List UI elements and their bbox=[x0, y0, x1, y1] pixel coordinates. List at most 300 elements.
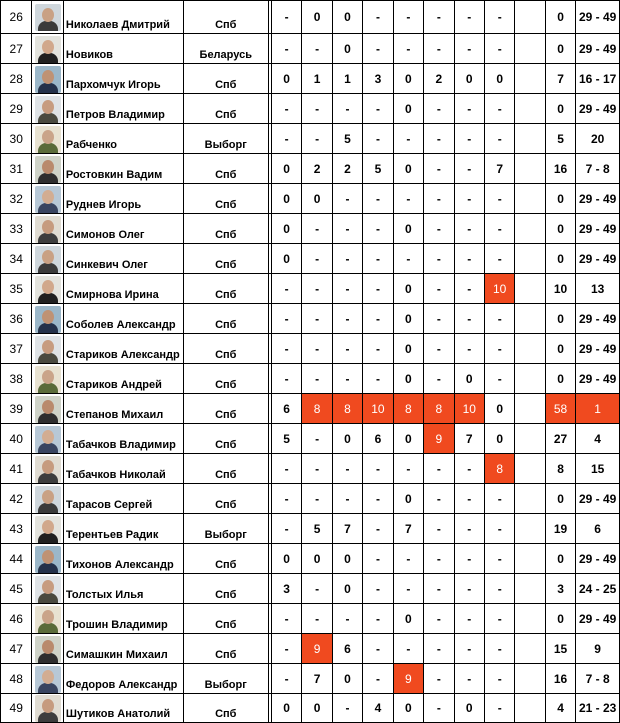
score-cell: 5 bbox=[302, 514, 332, 544]
participant-name: Стариков Александр bbox=[63, 334, 183, 364]
score-cell: - bbox=[271, 454, 301, 484]
score-cell: - bbox=[271, 94, 301, 124]
avatar-photo bbox=[35, 156, 61, 183]
score-cell: - bbox=[424, 124, 454, 154]
spacer-cell bbox=[515, 454, 545, 484]
score-cell: - bbox=[424, 154, 454, 184]
score-cell: - bbox=[332, 94, 362, 124]
score-cell: - bbox=[271, 124, 301, 154]
score-cell: 9 bbox=[424, 424, 454, 454]
avatar bbox=[32, 574, 63, 604]
score-cell: 0 bbox=[393, 484, 423, 514]
participant-city: Спб bbox=[183, 424, 268, 454]
score-cell: - bbox=[454, 124, 484, 154]
place: 29 - 49 bbox=[576, 184, 620, 214]
place: 24 - 25 bbox=[576, 574, 620, 604]
participant-city: Выборг bbox=[183, 664, 268, 694]
participant-city: Спб bbox=[183, 304, 268, 334]
participant-city: Спб bbox=[183, 364, 268, 394]
score-cell: 0 bbox=[454, 364, 484, 394]
total-score: 3 bbox=[545, 574, 575, 604]
score-cell: - bbox=[454, 274, 484, 304]
total-score: 58 bbox=[545, 394, 575, 424]
score-cell: - bbox=[484, 34, 514, 64]
place: 29 - 49 bbox=[576, 244, 620, 274]
place: 29 - 49 bbox=[576, 544, 620, 574]
avatar-photo bbox=[35, 276, 61, 303]
participant-name: Смирнова Ирина bbox=[63, 274, 183, 304]
score-cell: 8 bbox=[484, 454, 514, 484]
score-cell: - bbox=[454, 484, 484, 514]
score-cell: - bbox=[424, 604, 454, 634]
spacer-cell bbox=[515, 394, 545, 424]
score-cell: - bbox=[393, 34, 423, 64]
place: 7 - 8 bbox=[576, 664, 620, 694]
participant-city: Спб bbox=[183, 484, 268, 514]
score-cell: 8 bbox=[302, 394, 332, 424]
score-cell: - bbox=[271, 634, 301, 664]
score-cell: 0 bbox=[454, 694, 484, 723]
participant-name: Федоров Александр bbox=[63, 664, 183, 694]
score-cell: 0 bbox=[271, 214, 301, 244]
participant-city: Спб bbox=[183, 1, 268, 34]
place: 9 bbox=[576, 634, 620, 664]
results-body bbox=[1, 1, 620, 723]
avatar bbox=[32, 544, 63, 574]
spacer-cell bbox=[515, 274, 545, 304]
place: 13 bbox=[576, 274, 620, 304]
score-cell: - bbox=[332, 484, 362, 514]
total-score: 0 bbox=[545, 244, 575, 274]
table-row bbox=[1, 244, 620, 274]
row-number: 41 bbox=[1, 454, 32, 484]
score-cell: 0 bbox=[302, 1, 332, 34]
avatar bbox=[32, 34, 63, 64]
score-cell: 0 bbox=[393, 424, 423, 454]
participant-city: Спб bbox=[183, 94, 268, 124]
score-cell: - bbox=[363, 604, 393, 634]
avatar-photo bbox=[35, 546, 61, 573]
place: 20 bbox=[576, 124, 620, 154]
score-cell: 0 bbox=[484, 64, 514, 94]
score-cell: 0 bbox=[271, 244, 301, 274]
score-cell: 0 bbox=[332, 34, 362, 64]
score-cell: - bbox=[363, 184, 393, 214]
score-cell: 5 bbox=[271, 424, 301, 454]
participant-name: Табачков Владимир bbox=[63, 424, 183, 454]
score-cell: - bbox=[454, 514, 484, 544]
score-cell: 8 bbox=[424, 394, 454, 424]
score-cell: - bbox=[271, 34, 301, 64]
table-row bbox=[1, 454, 620, 484]
avatar bbox=[32, 664, 63, 694]
score-cell: - bbox=[454, 214, 484, 244]
avatar bbox=[32, 64, 63, 94]
table-row bbox=[1, 154, 620, 184]
row-number: 46 bbox=[1, 604, 32, 634]
avatar-photo bbox=[35, 516, 61, 543]
row-number: 43 bbox=[1, 514, 32, 544]
score-cell: - bbox=[424, 634, 454, 664]
score-cell: - bbox=[332, 214, 362, 244]
place: 29 - 49 bbox=[576, 604, 620, 634]
score-cell: - bbox=[271, 514, 301, 544]
score-cell: 0 bbox=[271, 544, 301, 574]
score-cell: - bbox=[454, 334, 484, 364]
score-cell: - bbox=[302, 424, 332, 454]
avatar-photo bbox=[35, 396, 61, 423]
avatar bbox=[32, 214, 63, 244]
avatar-photo bbox=[35, 66, 61, 93]
score-cell: - bbox=[393, 634, 423, 664]
participant-city: Спб bbox=[183, 604, 268, 634]
score-cell: 2 bbox=[424, 64, 454, 94]
avatar-photo bbox=[35, 336, 61, 363]
score-cell: 0 bbox=[393, 214, 423, 244]
row-number: 45 bbox=[1, 574, 32, 604]
score-cell: 0 bbox=[484, 424, 514, 454]
total-score: 8 bbox=[545, 454, 575, 484]
table-row bbox=[1, 94, 620, 124]
score-cell: - bbox=[363, 274, 393, 304]
score-cell: 1 bbox=[302, 64, 332, 94]
score-cell: - bbox=[484, 664, 514, 694]
table-row bbox=[1, 634, 620, 664]
spacer-cell bbox=[515, 694, 545, 723]
score-cell: - bbox=[332, 604, 362, 634]
row-number: 44 bbox=[1, 544, 32, 574]
score-cell: - bbox=[271, 274, 301, 304]
total-score: 0 bbox=[545, 184, 575, 214]
score-cell: - bbox=[454, 454, 484, 484]
score-cell: 0 bbox=[393, 604, 423, 634]
row-number: 26 bbox=[1, 1, 32, 34]
avatar bbox=[32, 634, 63, 664]
score-cell: - bbox=[484, 184, 514, 214]
score-cell: - bbox=[271, 334, 301, 364]
avatar-photo bbox=[35, 576, 61, 603]
avatar bbox=[32, 514, 63, 544]
score-cell: - bbox=[302, 214, 332, 244]
score-cell: - bbox=[363, 304, 393, 334]
score-cell: - bbox=[454, 34, 484, 64]
score-cell: 7 bbox=[393, 514, 423, 544]
total-score: 0 bbox=[545, 214, 575, 244]
spacer-cell bbox=[515, 184, 545, 214]
total-score: 0 bbox=[545, 304, 575, 334]
participant-name: Рабченко bbox=[63, 124, 183, 154]
score-cell: - bbox=[302, 124, 332, 154]
participant-city: Спб bbox=[183, 154, 268, 184]
total-score: 4 bbox=[545, 694, 575, 723]
score-cell: - bbox=[271, 1, 301, 34]
participant-name: Степанов Михаил bbox=[63, 394, 183, 424]
score-cell: - bbox=[332, 244, 362, 274]
row-number: 30 bbox=[1, 124, 32, 154]
spacer-cell bbox=[515, 34, 545, 64]
participant-city: Спб bbox=[183, 334, 268, 364]
table-row bbox=[1, 664, 620, 694]
table-row bbox=[1, 214, 620, 244]
score-cell: - bbox=[484, 484, 514, 514]
spacer-cell bbox=[515, 604, 545, 634]
score-cell: - bbox=[454, 1, 484, 34]
total-score: 0 bbox=[545, 334, 575, 364]
score-cell: 0 bbox=[393, 334, 423, 364]
participant-name: Трошин Владимир bbox=[63, 604, 183, 634]
table-row bbox=[1, 364, 620, 394]
score-cell: - bbox=[302, 94, 332, 124]
score-cell: - bbox=[363, 634, 393, 664]
score-cell: 2 bbox=[302, 154, 332, 184]
avatar bbox=[32, 364, 63, 394]
score-cell: - bbox=[332, 334, 362, 364]
score-cell: - bbox=[424, 34, 454, 64]
place: 29 - 49 bbox=[576, 214, 620, 244]
score-cell: - bbox=[393, 454, 423, 484]
place: 29 - 49 bbox=[576, 304, 620, 334]
participant-name: Толстых Илья bbox=[63, 574, 183, 604]
participant-city: Спб bbox=[183, 454, 268, 484]
table-row bbox=[1, 484, 620, 514]
score-cell: 0 bbox=[393, 64, 423, 94]
score-cell: - bbox=[484, 514, 514, 544]
row-number: 32 bbox=[1, 184, 32, 214]
row-number: 48 bbox=[1, 664, 32, 694]
score-cell: - bbox=[302, 274, 332, 304]
table-row bbox=[1, 274, 620, 304]
row-number: 27 bbox=[1, 34, 32, 64]
score-cell: - bbox=[484, 544, 514, 574]
participant-city: Спб bbox=[183, 634, 268, 664]
score-cell: - bbox=[363, 334, 393, 364]
total-score: 0 bbox=[545, 364, 575, 394]
row-number: 35 bbox=[1, 274, 32, 304]
avatar bbox=[32, 124, 63, 154]
avatar bbox=[32, 154, 63, 184]
spacer-cell bbox=[515, 124, 545, 154]
row-number: 42 bbox=[1, 484, 32, 514]
table-row bbox=[1, 574, 620, 604]
total-score: 0 bbox=[545, 94, 575, 124]
score-cell: - bbox=[424, 214, 454, 244]
score-cell: 0 bbox=[454, 64, 484, 94]
avatar-photo bbox=[35, 606, 61, 633]
spacer-cell bbox=[515, 634, 545, 664]
avatar bbox=[32, 334, 63, 364]
score-cell: - bbox=[363, 484, 393, 514]
avatar bbox=[32, 394, 63, 424]
score-cell: 1 bbox=[332, 64, 362, 94]
score-cell: - bbox=[484, 304, 514, 334]
avatar bbox=[32, 604, 63, 634]
participant-name: Терентьев Радик bbox=[63, 514, 183, 544]
spacer-cell bbox=[515, 544, 545, 574]
score-cell: 3 bbox=[363, 64, 393, 94]
score-cell: - bbox=[454, 634, 484, 664]
score-cell: 9 bbox=[302, 634, 332, 664]
total-score: 0 bbox=[545, 1, 575, 34]
score-cell: - bbox=[484, 244, 514, 274]
score-cell: 0 bbox=[484, 394, 514, 424]
score-cell: - bbox=[454, 574, 484, 604]
score-cell: 0 bbox=[332, 664, 362, 694]
score-cell: 3 bbox=[271, 574, 301, 604]
total-score: 10 bbox=[545, 274, 575, 304]
score-cell: - bbox=[424, 364, 454, 394]
table-row bbox=[1, 304, 620, 334]
spacer-cell bbox=[515, 214, 545, 244]
score-cell: 10 bbox=[363, 394, 393, 424]
score-cell: - bbox=[424, 544, 454, 574]
score-cell: 0 bbox=[302, 694, 332, 723]
score-cell: - bbox=[302, 334, 332, 364]
total-score: 15 bbox=[545, 634, 575, 664]
table-row bbox=[1, 604, 620, 634]
avatar-photo bbox=[35, 126, 61, 153]
score-cell: - bbox=[424, 184, 454, 214]
avatar-photo bbox=[35, 306, 61, 333]
avatar bbox=[32, 94, 63, 124]
participant-city: Спб bbox=[183, 574, 268, 604]
score-cell: - bbox=[393, 574, 423, 604]
score-cell: 10 bbox=[484, 274, 514, 304]
table-row bbox=[1, 694, 620, 723]
score-cell: - bbox=[363, 454, 393, 484]
score-cell: 0 bbox=[393, 304, 423, 334]
spacer-cell bbox=[515, 94, 545, 124]
score-cell: 7 bbox=[484, 154, 514, 184]
avatar-photo bbox=[35, 636, 61, 663]
avatar-photo bbox=[35, 666, 61, 693]
avatar bbox=[32, 454, 63, 484]
participant-name: Новиков bbox=[63, 34, 183, 64]
score-cell: - bbox=[393, 544, 423, 574]
table-row bbox=[1, 514, 620, 544]
score-cell: - bbox=[424, 664, 454, 694]
place: 16 - 17 bbox=[576, 64, 620, 94]
total-score: 5 bbox=[545, 124, 575, 154]
place: 1 bbox=[576, 394, 620, 424]
score-cell: - bbox=[484, 634, 514, 664]
total-score: 27 bbox=[545, 424, 575, 454]
place: 29 - 49 bbox=[576, 94, 620, 124]
row-number: 34 bbox=[1, 244, 32, 274]
place: 6 bbox=[576, 514, 620, 544]
avatar bbox=[32, 274, 63, 304]
row-number: 38 bbox=[1, 364, 32, 394]
participant-city: Выборг bbox=[183, 124, 268, 154]
avatar-photo bbox=[35, 366, 61, 393]
score-cell: - bbox=[363, 34, 393, 64]
place: 15 bbox=[576, 454, 620, 484]
score-cell: 0 bbox=[271, 154, 301, 184]
participant-city: Спб bbox=[183, 394, 268, 424]
score-cell: - bbox=[484, 214, 514, 244]
score-cell: - bbox=[393, 244, 423, 274]
score-cell: - bbox=[424, 574, 454, 604]
score-cell: - bbox=[363, 574, 393, 604]
spacer-cell bbox=[515, 154, 545, 184]
score-cell: - bbox=[424, 484, 454, 514]
score-cell: - bbox=[484, 604, 514, 634]
participant-name: Табачков Николай bbox=[63, 454, 183, 484]
score-cell: - bbox=[484, 334, 514, 364]
participant-city: Выборг bbox=[183, 514, 268, 544]
score-cell: - bbox=[454, 94, 484, 124]
participant-city: Спб bbox=[183, 544, 268, 574]
score-cell: - bbox=[393, 124, 423, 154]
avatar bbox=[32, 304, 63, 334]
score-cell: 7 bbox=[302, 664, 332, 694]
score-cell: - bbox=[484, 1, 514, 34]
score-cell: - bbox=[393, 184, 423, 214]
spacer-cell bbox=[515, 574, 545, 604]
score-cell: - bbox=[332, 184, 362, 214]
score-cell: - bbox=[302, 34, 332, 64]
score-cell: 0 bbox=[271, 694, 301, 723]
row-number: 36 bbox=[1, 304, 32, 334]
score-cell: 5 bbox=[332, 124, 362, 154]
score-cell: - bbox=[484, 694, 514, 723]
score-cell: - bbox=[302, 304, 332, 334]
score-cell: - bbox=[424, 304, 454, 334]
score-cell: - bbox=[363, 364, 393, 394]
score-cell: - bbox=[363, 244, 393, 274]
avatar-photo bbox=[35, 426, 61, 453]
score-cell: - bbox=[454, 664, 484, 694]
spacer-cell bbox=[515, 1, 545, 34]
participant-city: Спб bbox=[183, 184, 268, 214]
score-cell: - bbox=[332, 274, 362, 304]
table-row bbox=[1, 544, 620, 574]
table-row bbox=[1, 64, 620, 94]
participant-name: Тихонов Александр bbox=[63, 544, 183, 574]
score-cell: - bbox=[363, 514, 393, 544]
score-cell: - bbox=[424, 1, 454, 34]
score-cell: 0 bbox=[332, 1, 362, 34]
score-cell: - bbox=[363, 664, 393, 694]
score-cell: - bbox=[363, 214, 393, 244]
spacer-cell bbox=[515, 334, 545, 364]
score-cell: 0 bbox=[302, 184, 332, 214]
score-cell: - bbox=[302, 574, 332, 604]
score-cell: - bbox=[454, 244, 484, 274]
score-cell: 8 bbox=[332, 394, 362, 424]
score-cell: - bbox=[271, 304, 301, 334]
place: 4 bbox=[576, 424, 620, 454]
spacer-cell bbox=[515, 514, 545, 544]
row-number: 49 bbox=[1, 694, 32, 723]
score-cell: - bbox=[332, 454, 362, 484]
total-score: 0 bbox=[545, 34, 575, 64]
row-number: 31 bbox=[1, 154, 32, 184]
spacer-cell bbox=[515, 64, 545, 94]
score-cell: - bbox=[454, 184, 484, 214]
score-cell: 0 bbox=[332, 574, 362, 604]
row-number: 37 bbox=[1, 334, 32, 364]
participant-name: Симонов Олег bbox=[63, 214, 183, 244]
place: 29 - 49 bbox=[576, 34, 620, 64]
score-cell: - bbox=[363, 124, 393, 154]
score-cell: - bbox=[302, 244, 332, 274]
score-cell: - bbox=[424, 244, 454, 274]
score-cell: 7 bbox=[454, 424, 484, 454]
avatar-photo bbox=[35, 186, 61, 213]
spacer-cell bbox=[515, 244, 545, 274]
participant-name: Шутиков Анатолий bbox=[63, 694, 183, 723]
score-cell: - bbox=[332, 364, 362, 394]
